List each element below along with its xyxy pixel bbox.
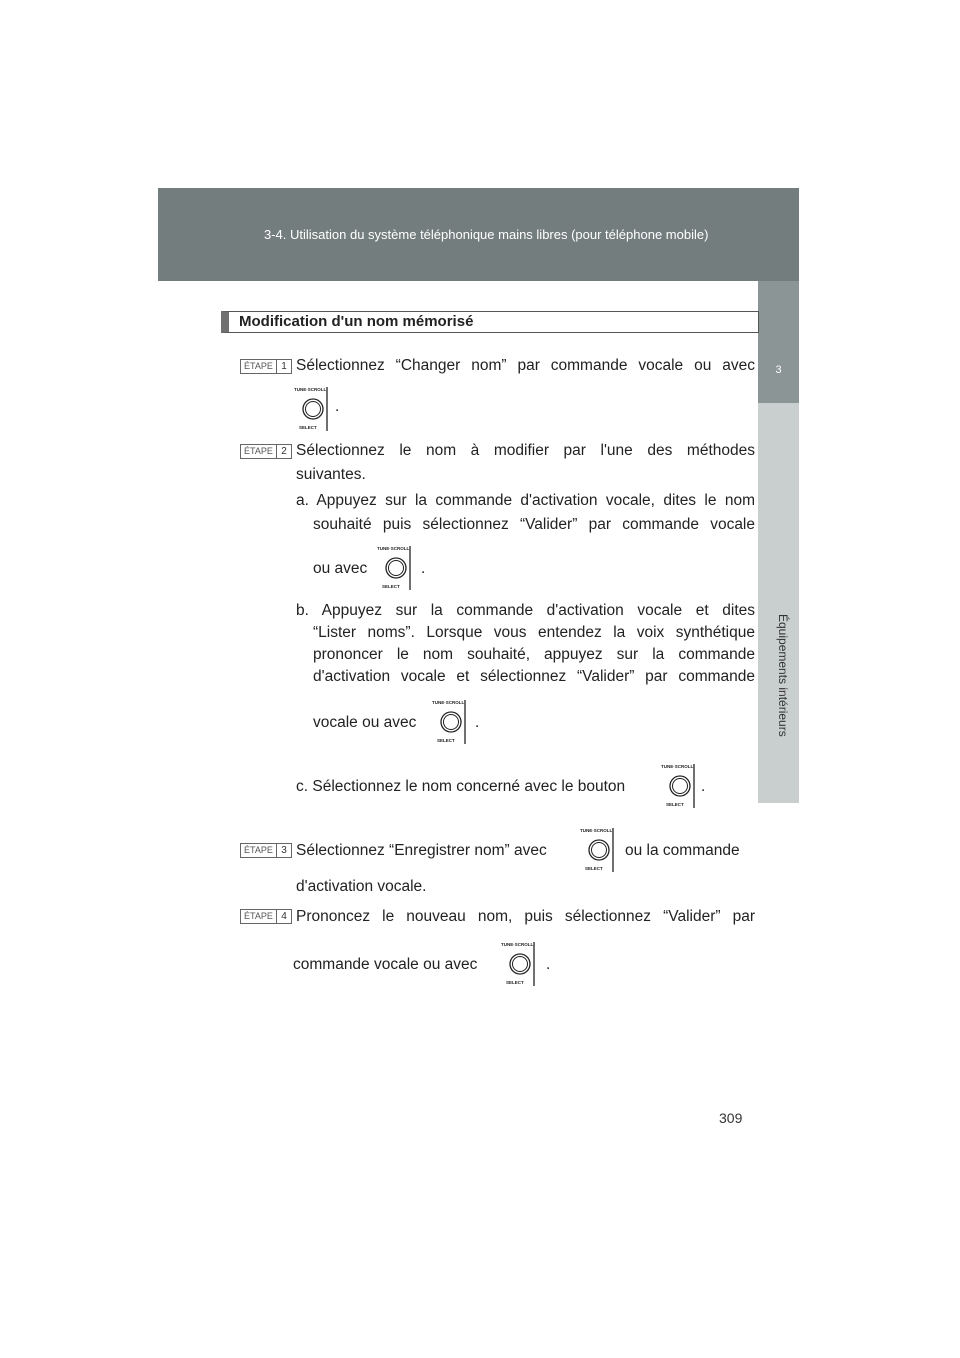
step4-line2: commande vocale ou avec — [293, 956, 478, 973]
tune-scroll-knob-icon — [660, 760, 700, 810]
step-badge-2 — [240, 444, 292, 459]
step-badge-number: 4 — [276, 910, 291, 923]
step2b-line3: prononcer le nom souhaité, appuyez sur la commande — [313, 646, 755, 663]
step-badge-1 — [240, 359, 292, 374]
step2a-line2: souhaité puis sélectionnez “Valider” par commande vocale — [313, 516, 755, 533]
step-badge-number: 1 — [276, 360, 291, 373]
step2a-period: . — [421, 560, 426, 577]
step2b-line1: b. Appuyez sur la commande d'activation vocale et dites — [296, 602, 755, 619]
tune-scroll-knob-icon — [293, 383, 333, 433]
tune-scroll-knob-icon — [376, 542, 416, 592]
step2c-period: . — [701, 778, 706, 795]
header-section-title: 3-4. Utilisation du système téléphonique mains libres (pour téléphone mobile) — [264, 227, 709, 242]
step2b-period: . — [475, 714, 480, 731]
knob-bottom-label: SELECT — [506, 980, 524, 985]
section-header — [221, 311, 759, 333]
side-tab-number: 3 — [775, 364, 782, 376]
knob-top-label: TUNE·SCROLL — [661, 764, 694, 769]
knob-bottom-label: SELECT — [437, 738, 455, 743]
step3-line2: d'activation vocale. — [296, 878, 427, 895]
knob-top-label: TUNE·SCROLL — [501, 942, 534, 947]
step2-line1: Sélectionnez le nom à modifier par l'une des méthodes — [296, 442, 755, 459]
step2a-line3: ou avec — [313, 560, 368, 577]
knob-bottom-label: SELECT — [666, 802, 684, 807]
step1-line1: Sélectionnez “Changer nom” par commande vocale ou avec — [296, 357, 755, 374]
step-badge-label: ÉTAPE — [244, 361, 273, 371]
knob-top-label: TUNE·SCROLL — [432, 700, 465, 705]
knob-bottom-label: SELECT — [382, 584, 400, 589]
step3-line1: Sélectionnez “Enregistrer nom” avec — [296, 842, 547, 859]
step2a-line1: a. Appuyez sur la commande d'activation vocale, dites le nom — [296, 492, 755, 509]
knob-top-label: TUNE·SCROLL — [580, 828, 613, 833]
step-badge-label: ÉTAPE — [244, 845, 273, 855]
step-badge-3 — [240, 843, 292, 858]
step4-line1: Prononcez le nouveau nom, puis sélectionnez “Valider” par — [296, 908, 755, 925]
knob-top-label: TUNE·SCROLL — [294, 387, 327, 392]
step4-period: . — [546, 956, 551, 973]
tune-scroll-knob-icon — [579, 824, 619, 874]
side-tab — [758, 281, 799, 403]
tune-scroll-knob-icon — [431, 696, 471, 746]
knob-bottom-label: SELECT — [299, 425, 317, 430]
step1-period: . — [335, 398, 340, 415]
step-badge-number: 2 — [276, 445, 291, 458]
step-badge-number: 3 — [276, 844, 291, 857]
tune-scroll-knob-icon — [500, 938, 540, 988]
step3-line1b: ou la commande — [625, 842, 740, 859]
step-badge-4 — [240, 909, 292, 924]
step-badge-label: ÉTAPE — [244, 446, 273, 456]
knob-top-label: TUNE·SCROLL — [377, 546, 410, 551]
knob-bottom-label: SELECT — [585, 866, 603, 871]
page-number: 309 — [719, 1110, 743, 1126]
step2-line2: suivantes. — [296, 466, 366, 483]
step2b-line4: d'activation vocale et sélectionnez “Valider” par commande — [313, 668, 755, 685]
step2b-line5: vocale ou avec — [313, 714, 417, 731]
side-tab-label: Équipements intérieurs — [776, 613, 790, 737]
step2b-line2: “Lister noms”. Lorsque vous entendez la voix synthétique — [313, 624, 755, 641]
step2c-line1: c. Sélectionnez le nom concerné avec le bouton — [296, 778, 626, 795]
section-title: Modification d'un nom mémorisé — [239, 313, 474, 330]
step-badge-label: ÉTAPE — [244, 911, 273, 921]
